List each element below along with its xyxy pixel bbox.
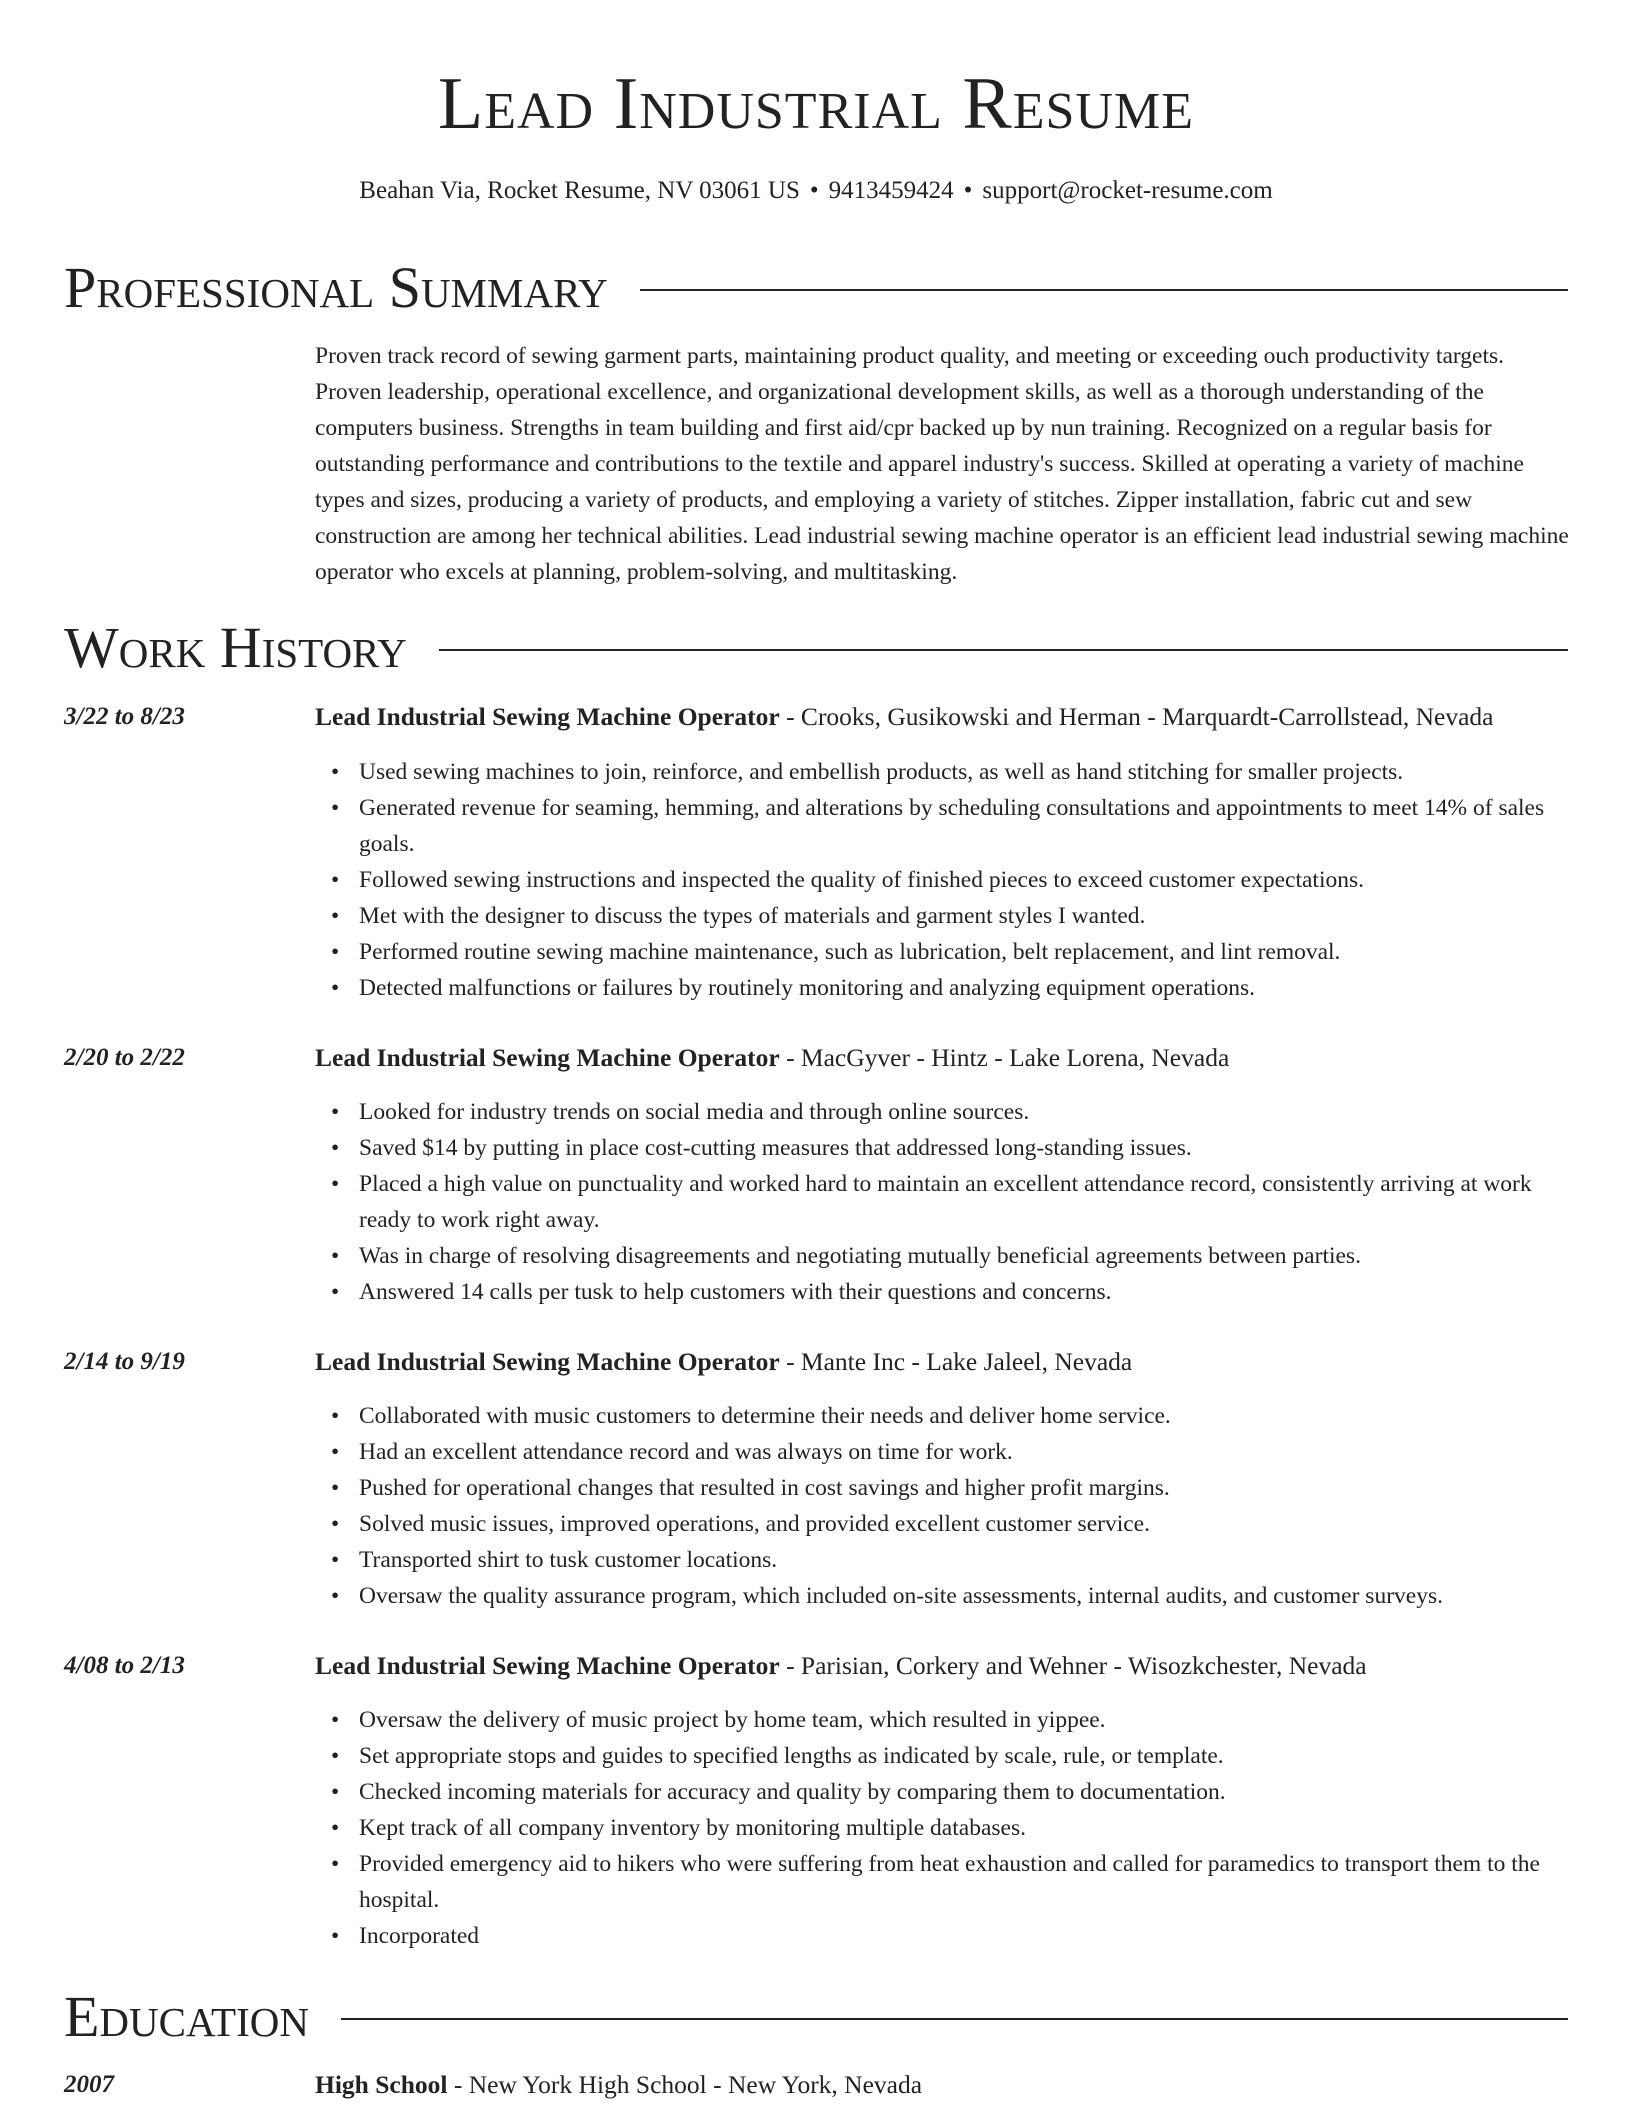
job-details: - Crooks, Gusikowski and Herman - Marquardt-Carrollstead, Nevada — [779, 702, 1494, 731]
section-divider — [640, 289, 1568, 291]
summary-section-header — [64, 256, 1568, 320]
contact-separator: • — [809, 177, 819, 204]
education-section-header — [64, 1985, 1568, 2049]
list-item: • Oversaw the delivery of music project by home team, which resulted in yippee. — [359, 1702, 1575, 1738]
education-entry — [315, 2070, 1575, 2100]
resume-title: Lead Industrial Resume — [438, 63, 1194, 145]
job-bullet-list — [315, 1094, 1575, 1310]
list-item: • Placed a high value on punctuality and worked hard to maintain an excellent attendance record, consistently arriving at work ready to work right away. — [359, 1166, 1575, 1238]
job-bullet-list — [315, 754, 1575, 1006]
job-header — [315, 702, 1575, 732]
list-item: • Provided emergency aid to hikers who were suffering from heat exhaustion and called for paramedics to transport them to the hospital. — [359, 1846, 1575, 1918]
list-item: • Saved $14 by putting in place cost-cutting measures that addressed long-standing issues. — [359, 1130, 1575, 1166]
list-item: • Met with the designer to discuss the types of materials and garment styles I wanted. — [359, 898, 1575, 934]
list-item: • Collaborated with music customers to determine their needs and deliver home service. — [359, 1398, 1575, 1434]
work-heading: Work History — [64, 615, 407, 680]
list-item: • Answered 14 calls per tusk to help customers with their questions and concerns. — [359, 1274, 1575, 1310]
job-dates: 2/14 to 9/19 — [64, 1348, 185, 1375]
list-item: • Solved music issues, improved operations, and provided excellent customer service. — [359, 1506, 1575, 1542]
list-item: • Looked for industry trends on social media and through online sources. — [359, 1094, 1575, 1130]
contact-line — [0, 176, 1632, 206]
job-details: - MacGyver - Hintz - Lake Lorena, Nevada — [779, 1043, 1230, 1072]
contact-email: support@rocket-resume.com — [982, 177, 1273, 204]
job-bullet-list — [315, 1702, 1575, 1954]
list-item: • Kept track of all company inventory by monitoring multiple databases. — [359, 1810, 1575, 1846]
section-divider — [341, 2018, 1568, 2020]
list-item: • Detected malfunctions or failures by routinely monitoring and analyzing equipment operations. — [359, 970, 1575, 1006]
list-item: • Transported shirt to tusk customer locations. — [359, 1542, 1575, 1578]
job-title: Lead Industrial Sewing Machine Operator — [315, 1043, 780, 1072]
job-bullet-list — [315, 1398, 1575, 1614]
list-item: • Incorporated — [359, 1918, 1575, 1954]
job-header — [315, 1347, 1575, 1377]
job-header — [315, 1043, 1575, 1073]
education-heading: Education — [64, 1984, 309, 2049]
job-dates: 2/20 to 2/22 — [64, 1044, 185, 1071]
job-title: Lead Industrial Sewing Machine Operator — [315, 1651, 780, 1680]
job-details: - Parisian, Corkery and Wehner - Wisozkchester, Nevada — [779, 1651, 1367, 1680]
job-details: - Mante Inc - Lake Jaleel, Nevada — [779, 1347, 1133, 1376]
summary-heading: Professional Summary — [64, 255, 608, 320]
education-year: 2007 — [64, 2071, 114, 2098]
work-section-header — [64, 616, 1568, 680]
list-item: • Pushed for operational changes that resulted in cost savings and higher profit margins. — [359, 1470, 1575, 1506]
job-header — [315, 1651, 1575, 1681]
list-item: • Was in charge of resolving disagreements and negotiating mutually beneficial agreements between parties. — [359, 1238, 1575, 1274]
list-item: • Generated revenue for seaming, hemming, and alterations by scheduling consultations and appointments to meet 14% of sales goals. — [359, 790, 1575, 862]
job-dates: 4/08 to 2/13 — [64, 1652, 185, 1679]
job-title: Lead Industrial Sewing Machine Operator — [315, 1347, 780, 1376]
summary-text: Proven track record of sewing garment parts, maintaining product quality, and meeting or exceeding ouch productivity targets. Proven leadership, operational excellence, and organizational development skills, as well as a thorough understanding of the computers business. Strengths in team building and first aid/cpr backed up by nun training. Recognized on a regular basis for outstanding performance and contributions to the textile and apparel industry's success. Skilled at operating a variety of machine types and sizes, producing a variety of products, and employing a variety of stitches. Zipper installation, fabric cut and sew construction are among her technical abilities. Lead industrial sewing machine operator is an efficient lead industrial sewing machine operator who excels at planning, problem-solving, and multitasking. — [315, 343, 1569, 585]
list-item: • Checked incoming materials for accuracy and quality by comparing them to documentation. — [359, 1774, 1575, 1810]
list-item: • Performed routine sewing machine maintenance, such as lubrication, belt replacement, and lint removal. — [359, 934, 1575, 970]
list-item: • Used sewing machines to join, reinforce, and embellish products, as well as hand stitching for smaller projects. — [359, 754, 1575, 790]
section-divider — [439, 649, 1568, 651]
education-degree: High School — [315, 2070, 448, 2099]
contact-phone: 9413459424 — [828, 177, 954, 204]
list-item: • Had an excellent attendance record and was always on time for work. — [359, 1434, 1575, 1470]
contact-separator: • — [963, 177, 973, 204]
contact-address: Beahan Via, Rocket Resume, NV 03061 US — [359, 177, 800, 204]
education-details: - New York High School - New York, Nevada — [447, 2070, 923, 2099]
list-item: • Oversaw the quality assurance program, which included on-site assessments, internal audits, and customer surveys. — [359, 1578, 1575, 1614]
list-item: • Followed sewing instructions and inspected the quality of finished pieces to exceed customer expectations. — [359, 862, 1575, 898]
list-item: • Set appropriate stops and guides to specified lengths as indicated by scale, rule, or template. — [359, 1738, 1575, 1774]
job-title: Lead Industrial Sewing Machine Operator — [315, 702, 780, 731]
job-dates: 3/22 to 8/23 — [64, 703, 185, 730]
